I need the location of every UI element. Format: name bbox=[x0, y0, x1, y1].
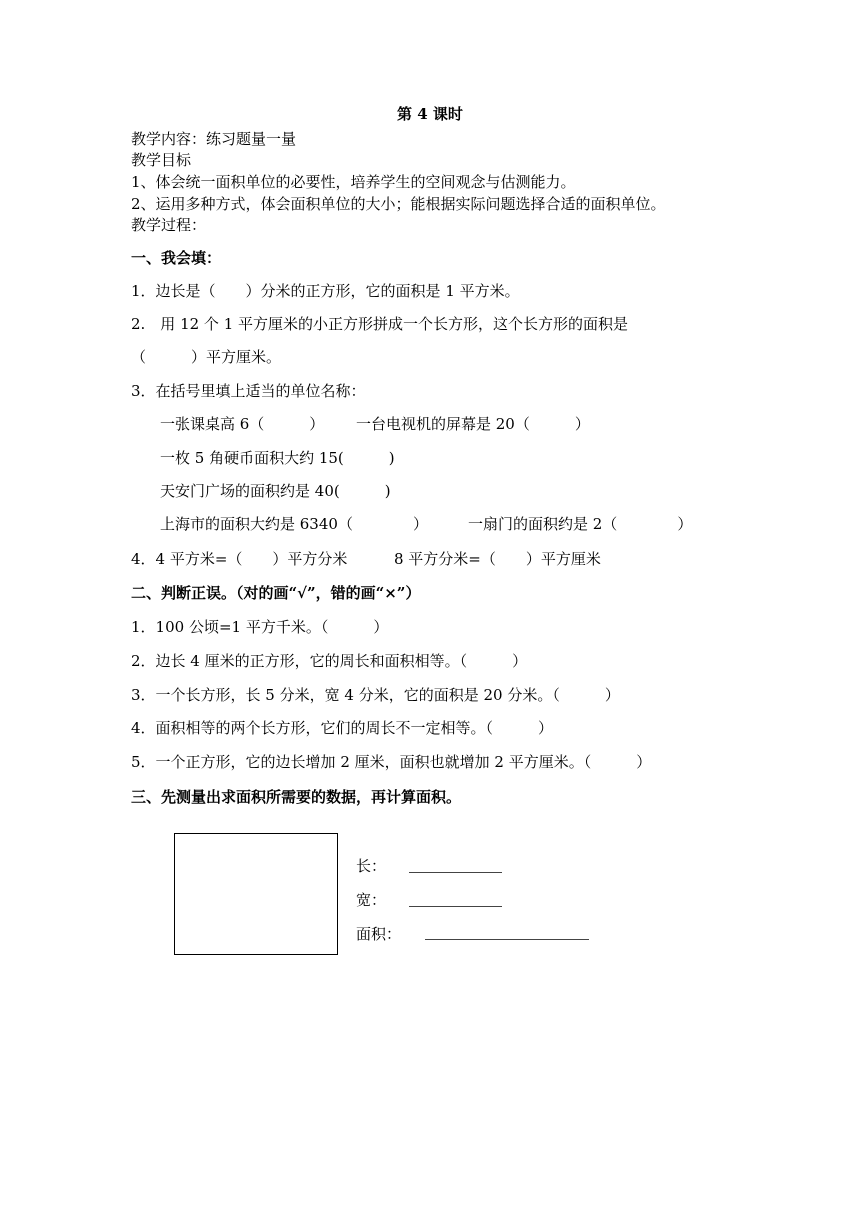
judge-item: 2．边长 4 厘米的正方形，它的周长和面积相等。（ ） bbox=[131, 652, 528, 670]
section2-heading: 二、判断正误。（对的画“√”，错的画“×”） bbox=[131, 584, 421, 602]
question-2-line2: （ ）平方厘米。 bbox=[131, 348, 282, 366]
width-label: 宽： bbox=[356, 891, 387, 909]
section1-heading: 一、我会填： bbox=[131, 249, 222, 267]
page-title: 第 4 课时 bbox=[397, 105, 463, 123]
judge-item: 3．一个长方形，长 5 分米，宽 4 分米，它的面积是 20 分米。（ ） bbox=[131, 686, 620, 704]
question-2-line1: 2. 用 12 个 1 平方厘米的小正方形拼成一个长方形，这个长方形的面积是 bbox=[131, 315, 629, 333]
judge-item: 1．100 公顷=1 平方千米。（ ） bbox=[131, 618, 389, 636]
area-answer-line[interactable] bbox=[425, 939, 589, 940]
section3-heading: 三、先测量出求面积所需要的数据，再计算面积。 bbox=[131, 788, 462, 806]
length-label: 长： bbox=[356, 857, 387, 875]
area-label: 面积： bbox=[356, 925, 402, 943]
goal-item: 1、体会统一面积单位的必要性，培养学生的空间观念与估测能力。 bbox=[131, 173, 576, 191]
fill-item: 一台电视机的屏幕是 20（ ） bbox=[356, 415, 590, 433]
judge-item: 4．面积相等的两个长方形，它们的周长不一定相等。（ ） bbox=[131, 719, 554, 737]
fill-item: 天安门广场的面积约是 40( ) bbox=[160, 482, 391, 500]
length-answer-line[interactable] bbox=[409, 872, 502, 873]
judge-item: 5．一个正方形，它的边长增加 2 厘米，面积也就增加 2 平方厘米。（ ） bbox=[131, 753, 652, 771]
question-4b: 8 平方分米=（ ）平方厘米 bbox=[394, 550, 601, 568]
teaching-content: 教学内容：练习题量一量 bbox=[131, 130, 297, 148]
goal-item: 2、运用多种方式，体会面积单位的大小；能根据实际问题选择合适的面积单位。 bbox=[131, 195, 666, 213]
question-4a: 4．4 平方米=（ ）平方分米 bbox=[131, 550, 348, 568]
measure-rectangle bbox=[174, 833, 338, 955]
width-answer-line[interactable] bbox=[409, 906, 502, 907]
process-heading: 教学过程： bbox=[131, 216, 207, 234]
fill-item: 上海市的面积大约是 6340（ ） bbox=[160, 515, 428, 533]
goals-heading: 教学目标 bbox=[131, 151, 192, 169]
question-1: 1．边长是（ ）分米的正方形，它的面积是 1 平方米。 bbox=[131, 282, 520, 300]
question-3: 3．在括号里填上适当的单位名称： bbox=[131, 382, 366, 400]
fill-item: 一枚 5 角硬币面积大约 15( ) bbox=[160, 449, 395, 467]
fill-item: 一张课桌高 6（ ） bbox=[160, 415, 325, 433]
fill-item: 一扇门的面积约是 2（ ） bbox=[468, 515, 693, 533]
